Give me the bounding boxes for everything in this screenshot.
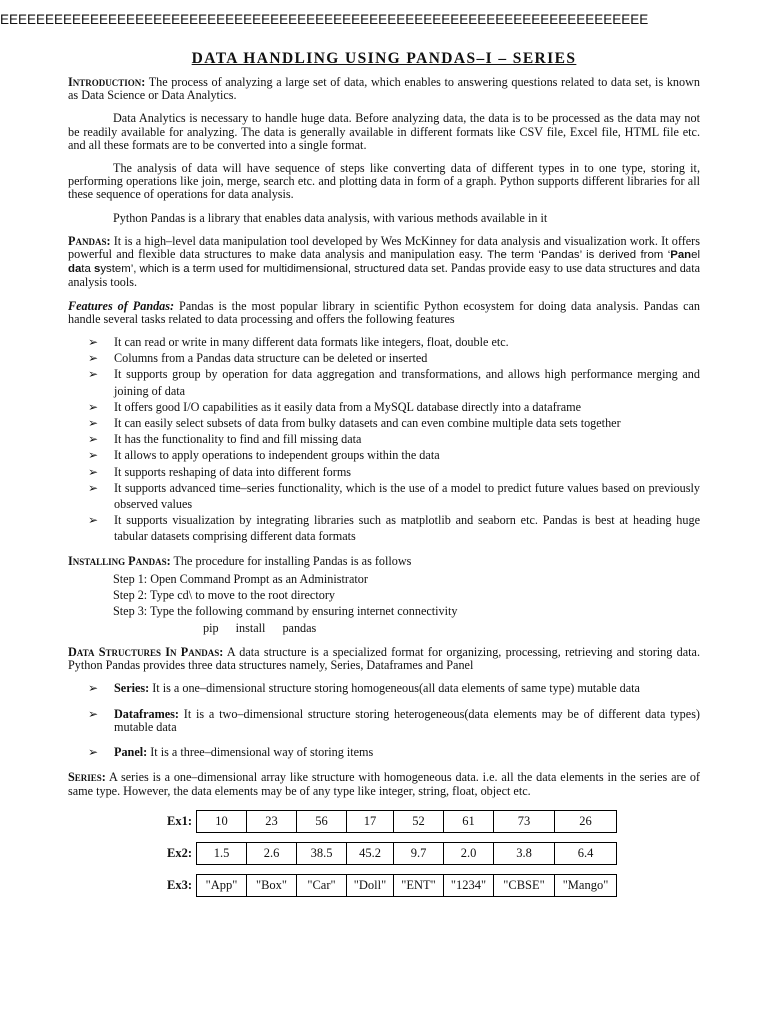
example-row — [68, 810, 700, 833]
features-list — [68, 334, 700, 545]
example-cell: "ENT" — [394, 874, 444, 896]
feature-item — [88, 415, 700, 431]
example-cell: 1.5 — [197, 842, 247, 864]
arrow-bullet-icon: ➢ — [88, 480, 99, 495]
term-prefix: The term ‘Pandas’ is derived from ‘ — [487, 249, 671, 262]
analytics-paragraph: Data Analytics is necessary to handle huge data. Before analyzing data, the data is to be processed as the data may not be readily available for analyzing. The data is generally available in different formats like CSV file, Excel file, HTML file etc. and all these formats are to be converted into a single format. — [68, 111, 700, 152]
feature-item — [88, 447, 700, 463]
feature-text: It supports group by operation for data aggregation and transformations, and allows high performance merging and joining of data — [114, 367, 700, 398]
feature-item — [88, 464, 700, 480]
example-cell: 10 — [197, 810, 247, 832]
feature-text: It has the functionality to find and fill missing data — [114, 432, 362, 447]
feature-item — [88, 431, 700, 447]
example-label: Ex1: — [167, 813, 192, 828]
series-examples — [68, 810, 700, 897]
feature-item — [88, 366, 700, 398]
example-cell: "1234" — [444, 874, 494, 896]
feature-item — [88, 350, 700, 366]
example-cell: "App" — [197, 874, 247, 896]
example-table — [196, 874, 617, 897]
structure-item-series — [88, 681, 700, 696]
intro-text: The process of analyzing a large set of data, which enables to answering questions related to data set, is known as Data Science or Data Analytics. — [68, 75, 700, 103]
arrow-bullet-icon: ➢ — [88, 432, 99, 447]
page-title: DATA HANDLING USING PANDAS–I – SERIES — [191, 50, 577, 67]
pandas-text-1: It is a high–level data manipulation tool developed by Wes McKinney for data analysis and visualization work. It offers powerful and flexible data structures to make data analysis and manipulation easy. — [68, 233, 700, 262]
intro-paragraph — [68, 76, 700, 102]
install-steps — [113, 571, 700, 636]
example-cell: "Car" — [297, 874, 347, 896]
feature-item — [88, 399, 700, 415]
structure-name: Panel: — [114, 745, 148, 760]
example-cell: 26 — [555, 810, 617, 832]
structure-desc: It is a three–dimensional way of storing items — [147, 745, 374, 760]
arrow-bullet-icon: ➢ — [88, 448, 99, 463]
installing-label: Installing Pandas: — [68, 553, 171, 568]
structure-name: Series: — [114, 681, 150, 696]
arrow-bullet-icon: ➢ — [88, 367, 99, 382]
features-text: Pandas is the most popular library in scientific Python ecosystem for doing data analysis. Pandas can handle several tasks related to data processing and offers the following features — [68, 298, 700, 326]
structure-item-panel — [88, 745, 700, 760]
example-label: Ex2: — [167, 845, 192, 860]
example-cell: 73 — [494, 810, 555, 832]
structure-name: Dataframes: — [114, 706, 179, 721]
feature-item — [88, 512, 700, 544]
feature-text: Columns from a Pandas data structure can be deleted or inserted — [114, 351, 428, 366]
term-suffix: ystem’, which is a term used for multidimensional, structured — [100, 263, 405, 276]
structures-text: A data structure is a specialized format for organizing, processing, retrieving and storing data. Python Pandas provides three data structures namely, Series, Dataframes and Panel — [68, 645, 700, 673]
document-page — [68, 46, 700, 906]
term-bold-pan: Pan — [670, 249, 692, 262]
example-cell: "Mango" — [555, 874, 617, 896]
example-cell: 52 — [394, 810, 444, 832]
series-text: A series is a one–dimensional array like structure with homogeneous data. i.e. all the data elements in the series are of same type. However, the data elements may be of any type like integer, string, float, object etc. — [68, 770, 700, 798]
arrow-bullet-icon: ➢ — [88, 351, 99, 366]
arrow-bullet-icon: ➢ — [88, 681, 99, 696]
pandas-text-2: data set. Pandas provide easy to use data structures and data analysis tools. — [68, 261, 700, 290]
feature-text: It supports visualization by integrating libraries such as matplotlib and seaborn etc. Pandas is best at heading huge tabular datasets comprising different data formats — [114, 513, 700, 544]
features-label: Features of Pandas: — [68, 298, 175, 313]
term-bold-s: s — [93, 263, 101, 276]
top-text-strip: EEEEEEEEEEEEEEEEEEEEEEEEEEEEEEEEEEEEEEEEEEEEEEEEEEEEEEEEEEEEEEEEEEEEEEEE — [0, 12, 649, 27]
feature-text: It can read or write in many different data formats like integers, float, double etc. — [114, 335, 509, 350]
example-cell: 3.8 — [494, 842, 555, 864]
example-cell: 2.0 — [444, 842, 494, 864]
installing-text: The procedure for installing Pandas is as follows — [170, 553, 412, 568]
feature-text: It supports advanced time–series functionality, which is the use of a model to predict future values based on previously observed values — [114, 480, 700, 512]
example-cell: 23 — [247, 810, 297, 832]
arrow-bullet-icon: ➢ — [88, 399, 99, 414]
feature-item — [88, 480, 700, 512]
structure-desc: It is a one–dimensional structure storing homogeneous(all data elements of same type) mutable data — [149, 681, 640, 696]
example-table — [196, 810, 617, 833]
example-cell: "Box" — [247, 874, 297, 896]
structure-item-dataframes — [88, 706, 700, 734]
term-mid-2: ta — [81, 263, 94, 276]
library-paragraph: Python Pandas is a library that enables data analysis, with various methods available in it — [113, 210, 548, 225]
arrow-bullet-icon: ➢ — [88, 335, 99, 350]
structures-paragraph — [68, 646, 700, 672]
series-paragraph — [68, 771, 700, 797]
example-table — [196, 842, 617, 865]
arrow-bullet-icon: ➢ — [88, 416, 99, 431]
features-paragraph — [68, 300, 700, 326]
arrow-bullet-icon: ➢ — [88, 745, 99, 760]
structure-desc: It is a two–dimensional structure storing heterogeneous(data elements may be of different data types) mutable data — [114, 706, 700, 734]
series-label: Series: — [68, 770, 106, 785]
feature-text: It can easily select subsets of data from bulky datasets and can even combine multiple data sets together — [114, 416, 621, 431]
install-step: Step 3: Type the following command by ensuring internet connectivity — [113, 604, 458, 619]
example-cell: 38.5 — [297, 842, 347, 864]
example-cell: 45.2 — [347, 842, 394, 864]
pandas-label: Pandas: — [68, 233, 111, 248]
arrow-bullet-icon: ➢ — [88, 513, 99, 528]
install-command: pip install pandas — [203, 620, 317, 635]
structures-label: Data Structures In Pandas: — [68, 645, 224, 660]
feature-text: It allows to apply operations to independent groups within the data — [114, 448, 440, 463]
arrow-bullet-icon: ➢ — [88, 464, 99, 479]
feature-text: It offers good I/O capabilities as it easily data from a MySQL database directly into a dataframe — [114, 399, 582, 414]
intro-label: Introduction: — [68, 75, 146, 89]
example-label: Ex3: — [167, 877, 192, 892]
steps-paragraph: The analysis of data will have sequence of steps like converting data of different types in to one type, storing it, performing operations like join, merge, search etc. and plotting data in form of a graph. Python supports different libraries for all these sequence of operations for data analysis. — [68, 161, 700, 202]
example-cell: "CBSE" — [494, 874, 555, 896]
example-cell: 17 — [347, 810, 394, 832]
example-row — [68, 874, 700, 897]
pandas-paragraph — [68, 235, 700, 290]
structures-list — [68, 682, 700, 759]
install-step: Step 1: Open Command Prompt as an Administrator — [113, 571, 368, 586]
feature-item — [88, 334, 700, 350]
example-cell: 61 — [444, 810, 494, 832]
example-cell: 6.4 — [555, 842, 617, 864]
install-step: Step 2: Type cd\ to move to the root directory — [113, 588, 335, 603]
example-cell: 9.7 — [394, 842, 444, 864]
term-mid-1: el — [691, 249, 700, 262]
installing-paragraph — [68, 555, 700, 568]
arrow-bullet-icon: ➢ — [88, 706, 99, 721]
example-cell: 56 — [297, 810, 347, 832]
example-cell: 2.6 — [247, 842, 297, 864]
example-row — [68, 842, 700, 865]
example-cell: "Doll" — [347, 874, 394, 896]
term-bold-da: da — [68, 263, 82, 276]
feature-text: It supports reshaping of data into different forms — [114, 464, 352, 479]
